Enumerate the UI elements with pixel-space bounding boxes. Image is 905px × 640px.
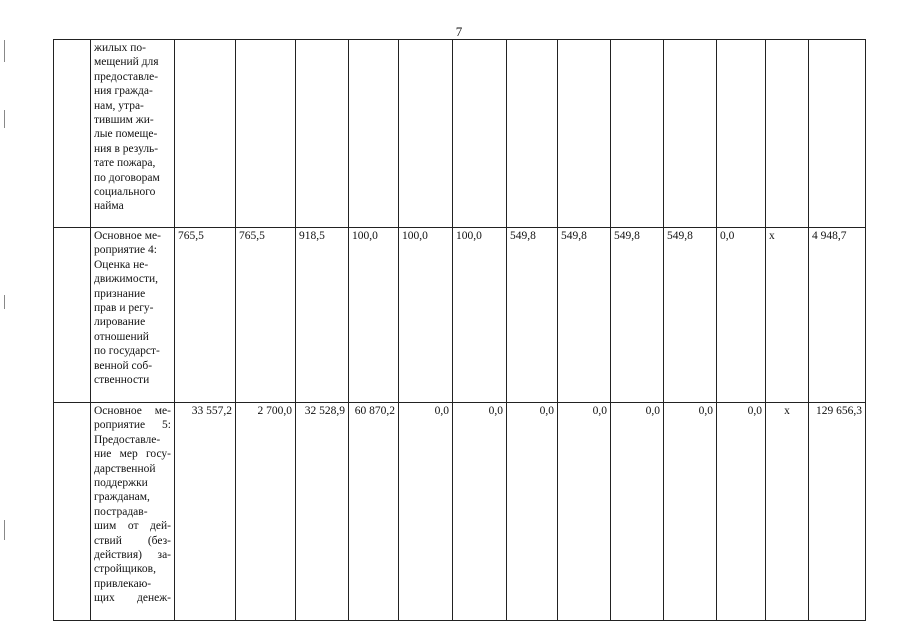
value-cell: 549,8 [558, 228, 611, 403]
row-number-cell [54, 228, 91, 403]
page-number: 7 [455, 24, 463, 39]
value-cell: 765,5 [175, 228, 236, 403]
value-cell: х [766, 403, 809, 621]
name-line: прав и регу- [94, 302, 154, 315]
value-cell: х [766, 228, 809, 403]
name-line: тившим жи- [94, 114, 154, 127]
scan-edge-mark [4, 295, 5, 309]
value-cell: 0,0 [558, 403, 611, 621]
value-cell: 2 700,0 [236, 403, 296, 621]
value-cell: 0,0 [664, 403, 717, 621]
name-line: тате пожара, [94, 157, 156, 170]
table-row [54, 403, 866, 621]
name-line: предоставле- [94, 70, 159, 83]
value-cell: 33 557,2 [175, 403, 236, 621]
name-line: по договорам [94, 171, 160, 184]
row-number-cell [54, 40, 91, 228]
scan-edge-mark [4, 520, 5, 540]
scan-edge-mark [4, 110, 5, 128]
value-cell [507, 40, 558, 228]
name-line: стройщиков, [94, 563, 156, 576]
name-line: гражданам, [94, 491, 150, 504]
budget-table [53, 39, 866, 621]
value-cell: 765,5 [236, 228, 296, 403]
name-line: привлекаю- [94, 577, 152, 590]
value-cell: 32 528,9 [296, 403, 349, 621]
value-cell [766, 40, 809, 228]
value-cell: 0,0 [717, 403, 766, 621]
name-line: пострадав- [94, 505, 148, 518]
row-number-cell [54, 403, 91, 621]
value-cell: 100,0 [453, 228, 507, 403]
name-line: ние мер госу- [94, 448, 171, 461]
value-cell: 549,8 [507, 228, 558, 403]
value-cell: 0,0 [507, 403, 558, 621]
value-cell: 129 656,3 [809, 403, 866, 621]
name-line: ния гражда- [94, 85, 153, 98]
name-line: Предоставле- [94, 433, 161, 446]
name-line: шим от дей- [94, 520, 171, 533]
name-line: Основное ме- [94, 405, 171, 417]
name-line: признание [94, 287, 146, 300]
value-cell [558, 40, 611, 228]
name-line: ствий (без- [94, 534, 171, 547]
value-cell [296, 40, 349, 228]
name-line: лые помеще- [94, 128, 158, 141]
name-line: движимости, [94, 273, 159, 286]
value-cell: 100,0 [349, 228, 399, 403]
value-cell: 918,5 [296, 228, 349, 403]
value-cell [175, 40, 236, 228]
value-cell [349, 40, 399, 228]
value-cell: 100,0 [399, 228, 453, 403]
name-line: дарственной [94, 462, 156, 475]
name-line: лирование [94, 316, 146, 329]
name-line: найма [94, 200, 124, 213]
table-row [54, 40, 866, 228]
name-line: роприятие 5: [94, 419, 171, 432]
value-cell: 549,8 [611, 228, 664, 403]
name-line: щих денеж- [94, 592, 171, 605]
name-line: социального [94, 186, 156, 199]
name-line: ственности [94, 374, 150, 387]
name-line: венной соб- [94, 359, 153, 372]
value-cell [611, 40, 664, 228]
value-cell: 4 948,7 [809, 228, 866, 403]
name-line: поддержки [94, 477, 148, 490]
activity-name-cell [91, 403, 175, 621]
value-cell [717, 40, 766, 228]
value-cell: 0,0 [453, 403, 507, 621]
value-cell [236, 40, 296, 228]
value-cell [664, 40, 717, 228]
name-line: жилых по- [94, 42, 146, 54]
name-line: Оценка не- [94, 258, 149, 271]
table-row [54, 228, 866, 403]
value-cell [399, 40, 453, 228]
name-line: действия) за- [94, 549, 171, 562]
value-cell: 60 870,2 [349, 403, 399, 621]
scan-edge-mark [4, 40, 5, 62]
name-line: отношений [94, 330, 149, 343]
value-cell: 0,0 [399, 403, 453, 621]
activity-name-cell [91, 228, 175, 403]
activity-name-cell [91, 40, 175, 228]
value-cell: 0,0 [611, 403, 664, 621]
name-line: роприятие 4: [94, 244, 157, 257]
name-line: нам, утра- [94, 99, 144, 112]
name-line: мещений для [94, 56, 159, 69]
value-cell [809, 40, 866, 228]
name-line: по государст- [94, 345, 160, 358]
name-line: Основное ме- [94, 230, 161, 242]
name-line: ния в резуль- [94, 142, 159, 155]
value-cell [453, 40, 507, 228]
value-cell: 549,8 [664, 228, 717, 403]
value-cell: 0,0 [717, 228, 766, 403]
